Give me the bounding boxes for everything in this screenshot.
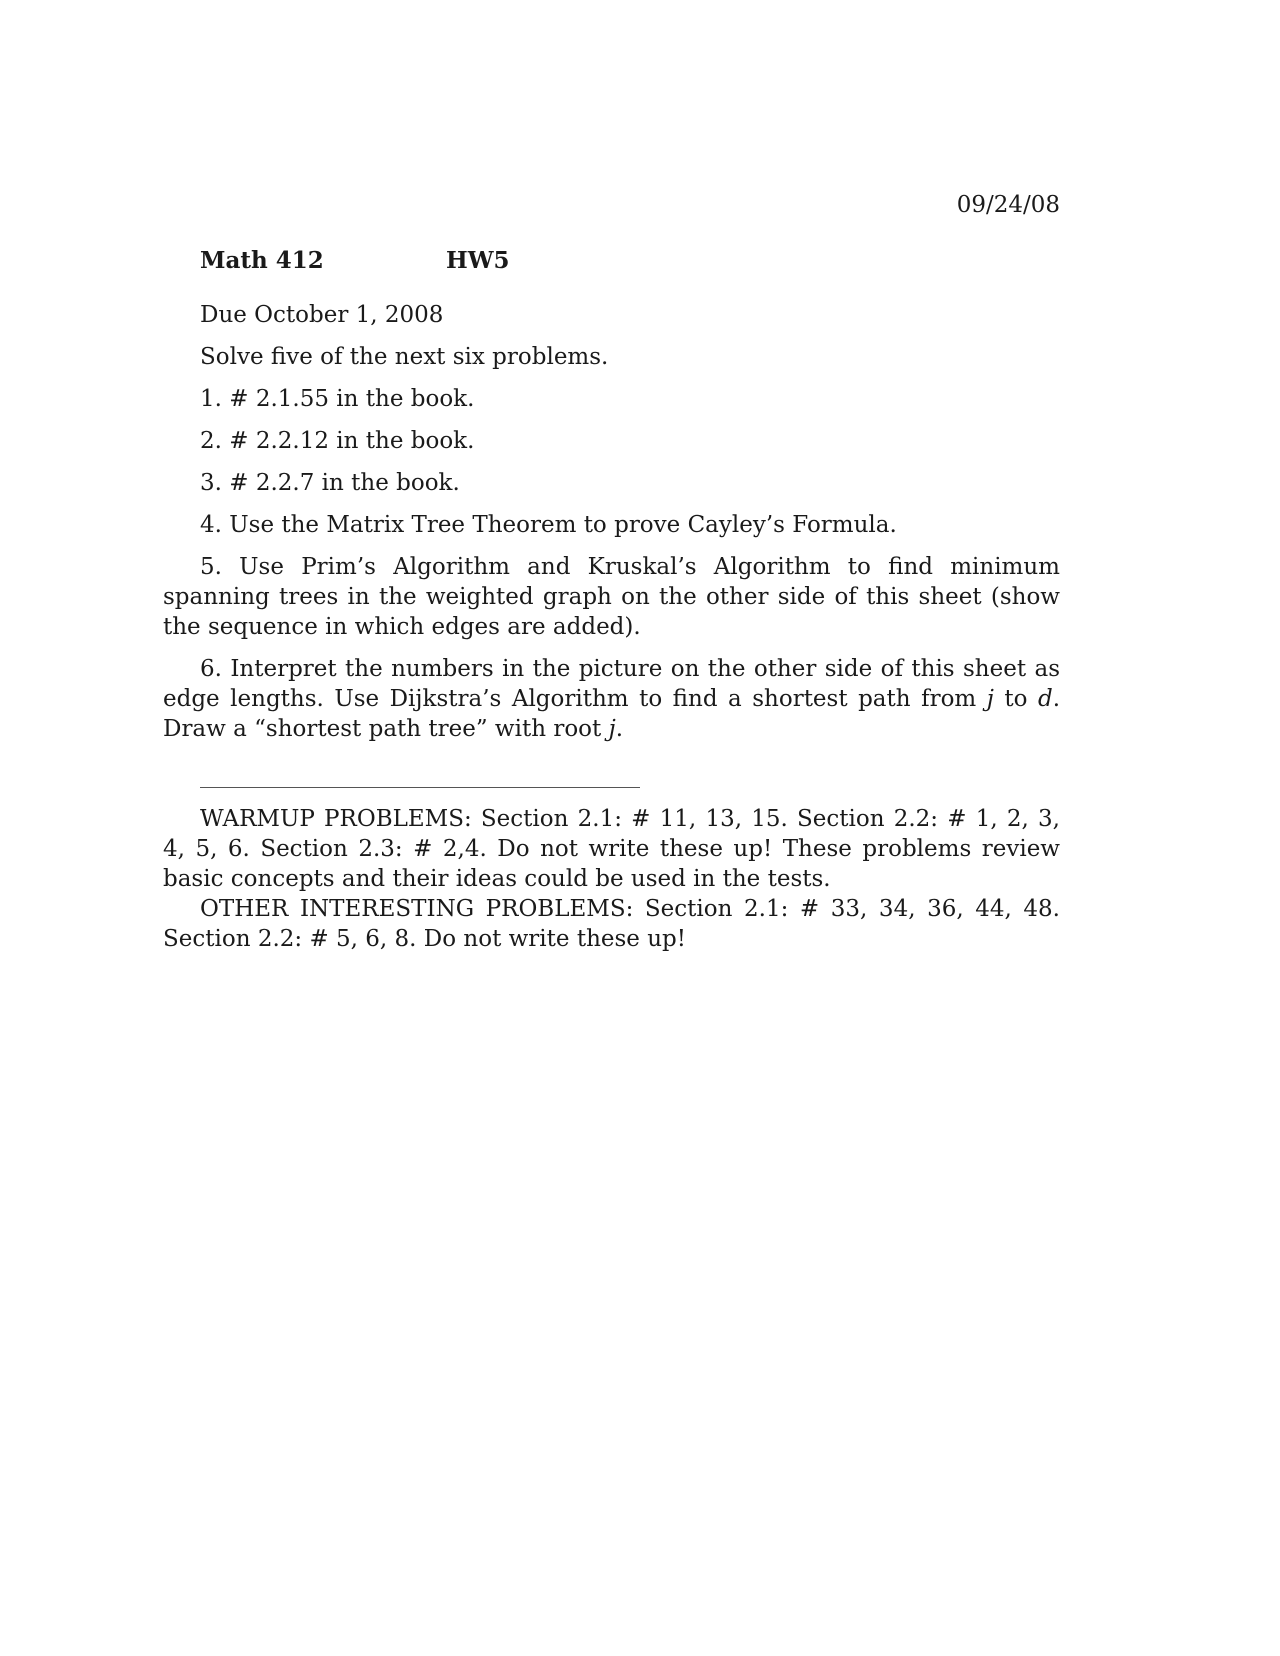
problem-6-text-b: to <box>993 686 1038 712</box>
assignment-title: HW5 <box>446 247 510 274</box>
course-title: Math 412 <box>200 247 324 274</box>
problem-2: 2. # 2.2.12 in the book. <box>200 428 475 454</box>
section-divider <box>200 787 640 788</box>
problem-6-text-d: . <box>615 716 624 742</box>
problem-1: 1. # 2.1.55 in the book. <box>200 386 475 412</box>
problem-6-text-a: 6. Interpret the numbers in the picture on the other side of this sheet as edge lengths. Use Dijkstra’s Algorithm to find a shortest path from <box>163 656 1060 712</box>
problem-4: 4. Use the Matrix Tree Theorem to prove Cayley’s Formula. <box>200 512 897 538</box>
problem-6-var-to: d <box>1037 686 1053 712</box>
date-label: 09/24/08 <box>956 192 1060 218</box>
problem-6-text-c: . Draw a “shortest path tree” with root <box>163 686 1060 742</box>
problem-6-var-root: j <box>608 716 616 742</box>
warmup-problems: WARMUP PROBLEMS: Section 2.1: # 11, 13, 15. Section 2.2: # 1, 2, 3, 4, 5, 6. Section 2.3: # 2,4. Do not write these up! These problems review basic concepts and their ideas could be used in the tests. <box>163 806 1060 892</box>
problem-6-var-from: j <box>986 686 994 712</box>
problem-5: 5. Use Prim’s Algorithm and Kruskal’s Algorithm to find minimum spanning trees in the weighted graph on the other side of this sheet (show the sequence in which edges are added). <box>163 554 1060 640</box>
problem-3: 3. # 2.2.7 in the book. <box>200 470 460 496</box>
problem-6 <box>163 654 1060 744</box>
due-date: Due October 1, 2008 <box>200 302 444 328</box>
instruction-text: Solve five of the next six problems. <box>200 344 609 370</box>
other-problems: OTHER INTERESTING PROBLEMS: Section 2.1: # 33, 34, 36, 44, 48. Section 2.2: # 5, 6, 8. Do not write these up! <box>163 896 1060 952</box>
